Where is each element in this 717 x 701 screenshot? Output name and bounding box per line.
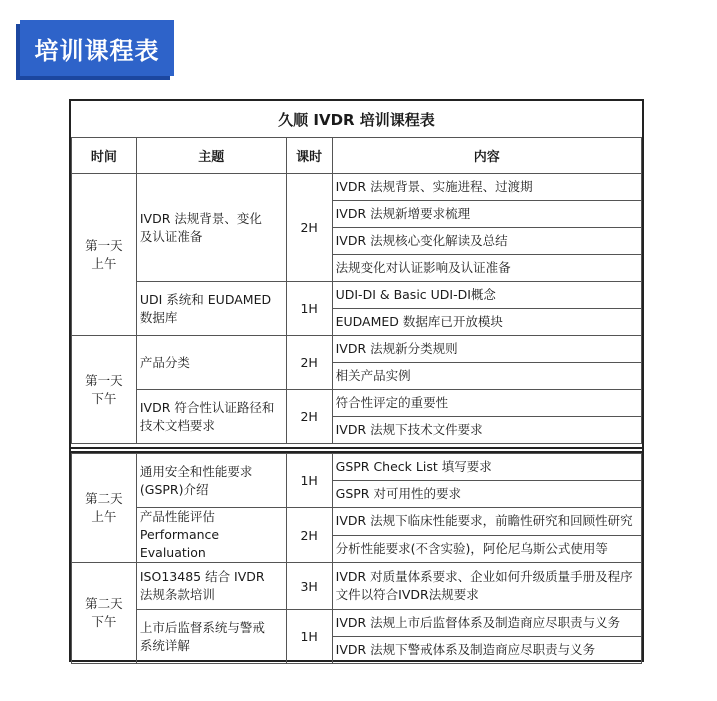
content-cell: 分析性能要求(不含实验)，阿伦尼乌斯公式使用等 — [332, 535, 641, 563]
header-content: 内容 — [332, 138, 641, 174]
table-row — [72, 174, 642, 201]
table-row — [72, 508, 642, 536]
content-cell: EUDAMED 数据库已开放模块 — [332, 309, 641, 336]
session-time-cell: 第二天 下午 — [72, 563, 137, 664]
content-cell: 相关产品实例 — [332, 363, 641, 390]
hours-cell: 3H — [286, 563, 332, 610]
content-cell: GSPR Check List 填写要求 — [332, 454, 641, 481]
topic-cell: 产品性能评估 Performance Evaluation — [136, 508, 286, 563]
hours-cell: 1H — [286, 454, 332, 508]
content-cell: IVDR 法规下技术文件要求 — [332, 417, 641, 444]
table-row — [72, 454, 642, 481]
page-badge: 培训课程表 — [20, 20, 174, 76]
table-row — [72, 282, 642, 309]
session-time-cell: 第一天 下午 — [72, 336, 137, 444]
day2-body — [72, 454, 642, 664]
content-cell: 法规变化对认证影响及认证准备 — [332, 255, 641, 282]
schedule-table-frame — [69, 99, 644, 662]
hours-cell: 1H — [286, 282, 332, 336]
topic-cell: 产品分类 — [136, 336, 286, 390]
topic-cell: IVDR 法规背景、变化 及认证准备 — [136, 174, 286, 282]
table-row — [72, 610, 642, 637]
header-topic: 主题 — [136, 138, 286, 174]
topic-cell: UDI 系统和 EUDAMED 数据库 — [136, 282, 286, 336]
content-cell: GSPR 对可用性的要求 — [332, 481, 641, 508]
content-cell: UDI-DI & Basic UDI-DI概念 — [332, 282, 641, 309]
content-cell: IVDR 法规上市后监督体系及制造商应尽职责与义务 — [332, 610, 641, 637]
content-cell: 符合性评定的重要性 — [332, 390, 641, 417]
hours-cell: 1H — [286, 610, 332, 664]
table-row — [72, 563, 642, 610]
header-hours: 课时 — [286, 138, 332, 174]
content-cell: IVDR 对质量体系要求、企业如何升级质量手册及程序文件以符合IVDR法规要求 — [332, 563, 641, 610]
table-row — [72, 390, 642, 417]
topic-cell: 通用安全和性能要求 (GSPR)介绍 — [136, 454, 286, 508]
hours-cell: 2H — [286, 390, 332, 444]
content-cell: IVDR 法规下临床性能要求，前瞻性研究和回顾性研究 — [332, 508, 641, 536]
header-time: 时间 — [72, 138, 137, 174]
content-cell: IVDR 法规新增要求梳理 — [332, 201, 641, 228]
table-title: 久顺 IVDR 培训课程表 — [71, 101, 642, 138]
topic-cell: IVDR 符合性认证路径和 技术文档要求 — [136, 390, 286, 444]
content-cell: IVDR 法规新分类规则 — [332, 336, 641, 363]
day1-body — [72, 174, 642, 444]
hours-cell: 2H — [286, 336, 332, 390]
table-row — [72, 336, 642, 363]
schedule-table-day2 — [71, 453, 642, 664]
hours-cell: 2H — [286, 174, 332, 282]
session-time-cell: 第一天 上午 — [72, 174, 137, 336]
schedule-table-day1 — [71, 137, 642, 444]
content-cell: IVDR 法规下警戒体系及制造商应尽职责与义务 — [332, 637, 641, 664]
topic-cell: ISO13485 结合 IVDR 法规条款培训 — [136, 563, 286, 610]
content-cell: IVDR 法规核心变化解读及总结 — [332, 228, 641, 255]
hours-cell: 2H — [286, 508, 332, 563]
topic-cell: 上市后监督系统与警戒 系统详解 — [136, 610, 286, 664]
session-time-cell: 第二天 上午 — [72, 454, 137, 563]
content-cell: IVDR 法规背景、实施进程、过渡期 — [332, 174, 641, 201]
